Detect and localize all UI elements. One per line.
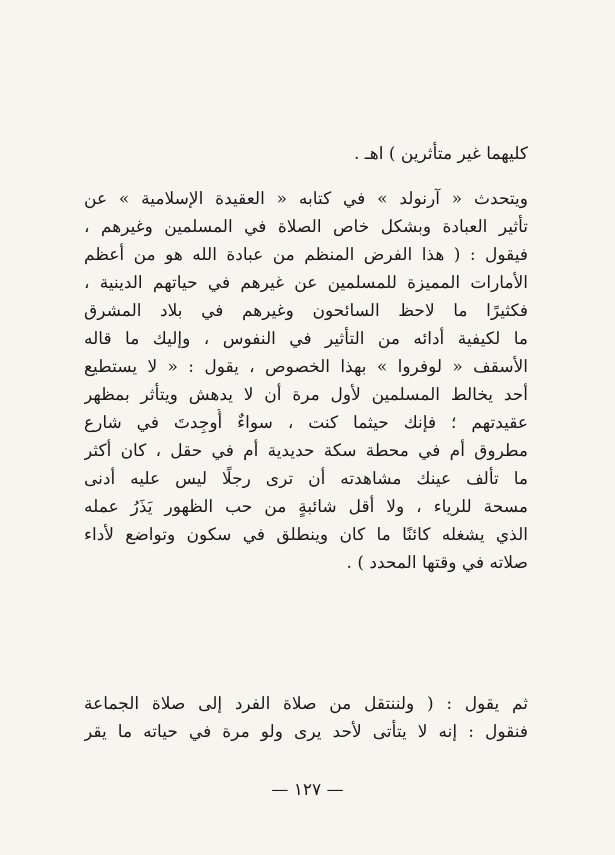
text-line: مسحة للرياء ، ولا أقل شائبةٍ من حب الظهور يَذَرُ عمله (84, 497, 528, 517)
paragraph-1 (84, 140, 528, 168)
text-line: فكثيرًا ما لاحظ السائحون وغيرهم في بلاد المشرق (84, 301, 528, 321)
text-line: الأسقف « لوفروا » بهذا الخصوص ، يقول : « لا يستطيع (84, 357, 528, 377)
text-line: الأمارات المميزة للمسلمين عن غيرهم في حياتهم الدينية ، (84, 273, 528, 293)
text-line: فنقول : إنه لا يتأتى لأحد يرى ولو مرة في حياته ما يقر (84, 722, 528, 742)
text-line: صلاته في وقتها المحدد ) . (346, 553, 528, 573)
page-number: — ١٢٧ — (271, 780, 344, 800)
text-line: ما لكيفية أدائه من التأثير في النفوس ، وإليك ما قاله (84, 329, 528, 349)
text-line: ما تألف عينك مشاهدته أن ترى رجلًا ليس عليه أدنى (84, 469, 528, 489)
text-line: كليهما غير متأثرين ) اهـ . (353, 144, 528, 164)
text-line: عقيدتهم ؛ فإنك حيثما كنت ، سواءٌ أُوجِدتَ في شارع (84, 413, 528, 433)
paragraph-3 (84, 690, 528, 746)
text-line: ثم يقول : ( ولننتقل من صلاة الفرد إلى صلاة الجماعة (84, 694, 528, 714)
text-line: الذي يشغله كائنًا ما كان وينطلق في سكون وتواضع لأداء (84, 525, 528, 545)
text-line: فيقول : ( هذا الفرض المنظم من عبادة الله هو من أعظم (84, 245, 528, 265)
paragraph-2 (84, 185, 528, 577)
text-line: مطروق أم في محطة سكة حديدية أم في حقل ، كان أكثر (84, 441, 528, 461)
text-line: أحد يخالط المسلمين لأول مرة أن لا يدهش ويتأثر بمظهر (84, 385, 528, 405)
text-line: تأثير العبادة وبشكل خاص الصلاة في المسلمين وغيرهم ، (84, 217, 528, 237)
text-line: ويتحدث « آرنولد » في كتابه « العقيدة الإسلامية » عن (84, 189, 528, 209)
